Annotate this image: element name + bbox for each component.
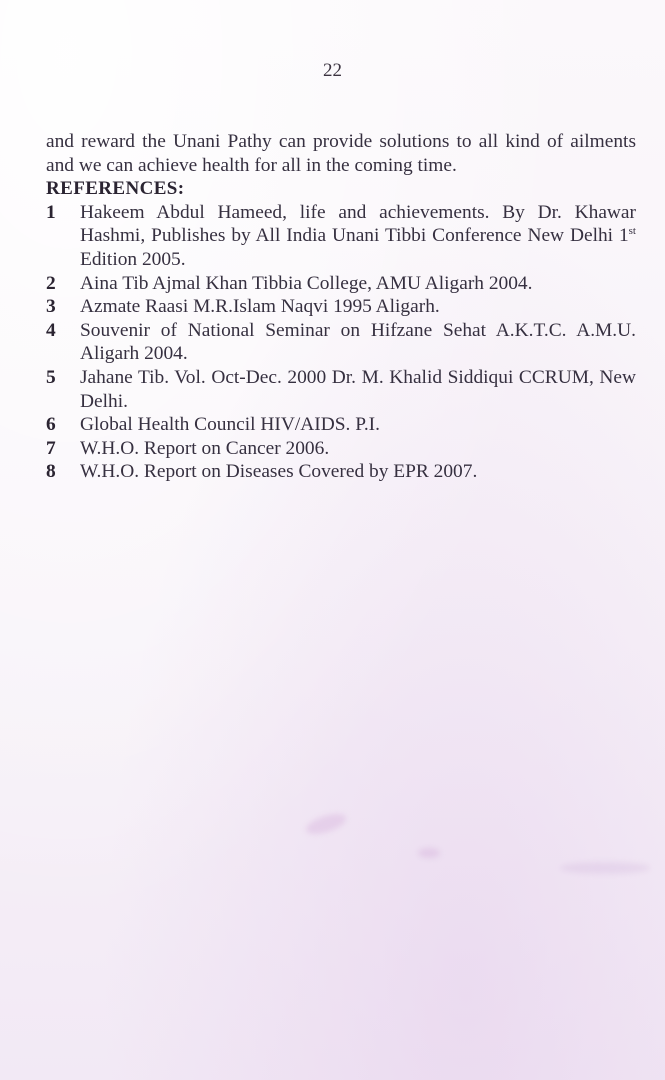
reference-text: Jahane Tib. Vol. Oct-Dec. 2000 Dr. M. Khalid Siddiqui CCRUM, New Delhi. xyxy=(80,366,636,412)
reference-text-part: Edition 2005. xyxy=(80,248,186,270)
bleed-through-smudge xyxy=(418,848,440,858)
bleed-through-smudge xyxy=(304,810,349,838)
reference-item xyxy=(46,460,636,484)
bleed-through-smudge xyxy=(560,862,650,874)
reference-item xyxy=(46,272,636,296)
reference-text: Global Health Council HIV/AIDS. P.I. xyxy=(80,414,380,436)
reference-item xyxy=(46,366,636,413)
intro-paragraph: and reward the Unani Pathy can provide solutions to all kind of ailments and we can achieve health for all in the coming time. xyxy=(46,131,636,176)
reference-number: 1 xyxy=(46,201,56,223)
reference-item xyxy=(46,295,636,319)
reference-text: Azmate Raasi M.R.Islam Naqvi 1995 Aligarh. xyxy=(80,296,440,318)
reference-number: 5 xyxy=(46,366,56,388)
reference-text: Souvenir of National Seminar on Hifzane Sehat A.K.T.C. A.M.U. Aligarh 2004. xyxy=(80,319,636,365)
reference-text: W.H.O. Report on Cancer 2006. xyxy=(80,437,330,459)
references-list xyxy=(46,201,636,484)
reference-item xyxy=(46,437,636,461)
references-heading: REFERENCES: xyxy=(46,178,185,200)
reference-number: 8 xyxy=(46,461,56,483)
page-content xyxy=(46,130,636,484)
reference-text-part: Hakeem Abdul Hameed, life and achievements. By Dr. Khawar Hashmi, Publishes by All India Unani Tibbi Conference New Delhi 1 xyxy=(80,201,636,247)
reference-number: 3 xyxy=(46,296,56,318)
reference-item xyxy=(46,319,636,366)
reference-number: 4 xyxy=(46,319,56,341)
reference-number: 6 xyxy=(46,414,56,436)
reference-item xyxy=(46,201,636,272)
reference-text xyxy=(80,201,636,272)
ordinal-superscript: st xyxy=(628,225,636,238)
page-number: 22 xyxy=(323,60,342,81)
reference-text: W.H.O. Report on Diseases Covered by EPR 2007. xyxy=(80,461,478,483)
reference-number: 7 xyxy=(46,437,56,459)
reference-item xyxy=(46,413,636,437)
reference-number: 2 xyxy=(46,272,56,294)
reference-text: Aina Tib Ajmal Khan Tibbia College, AMU Aligarh 2004. xyxy=(80,272,533,294)
